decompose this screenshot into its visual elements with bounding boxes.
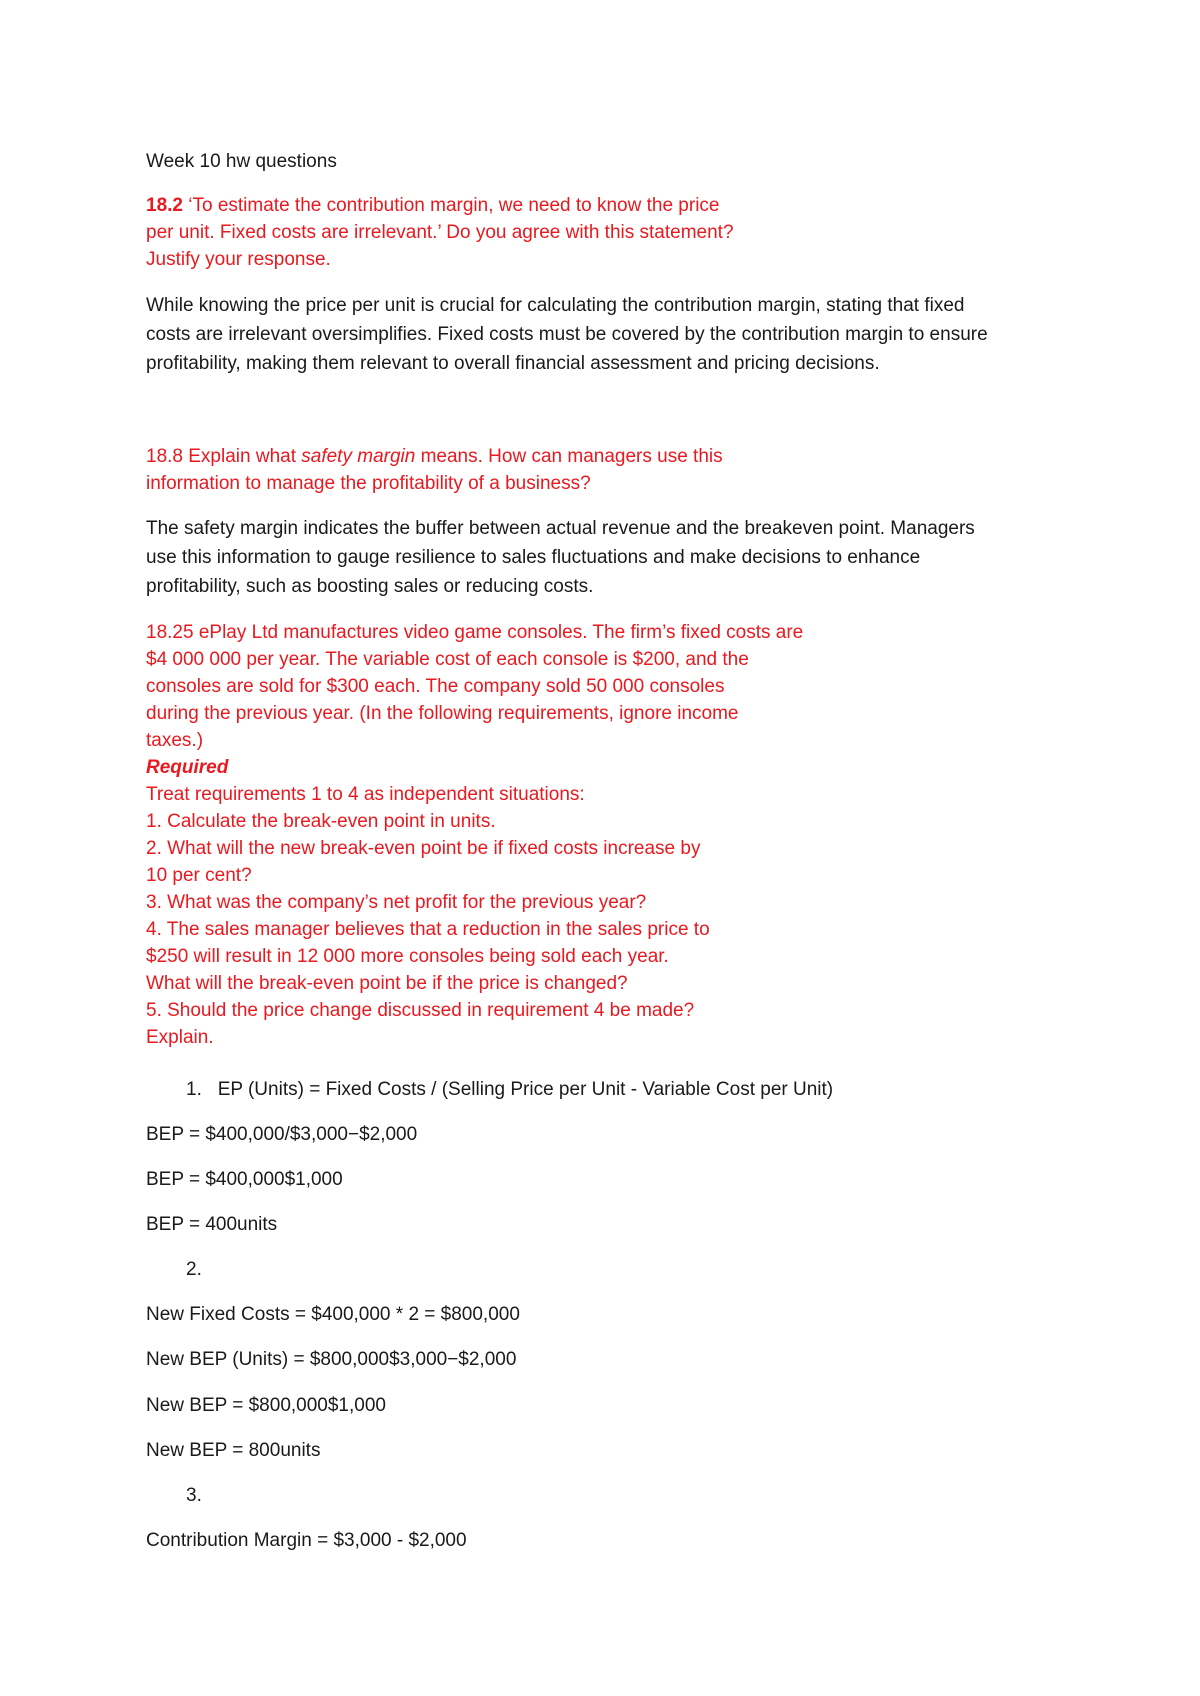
answer-item-3-marker: 3. — [186, 1485, 202, 1506]
new-bep-line-2: New BEP = $800,000$1,000 — [146, 1395, 386, 1416]
new-bep-line-3: New BEP = 800units — [146, 1440, 321, 1461]
question-number: 18.2 — [146, 195, 183, 216]
requirement-line: Explain. — [146, 1027, 214, 1048]
question-18-8-line-2: information to manage the profitability of a business? — [146, 473, 591, 494]
question-18-25-line-2: $4 000 000 per year. The variable cost of each console is $200, and the — [146, 649, 749, 670]
requirement-line: 1. Calculate the break-even point in units. — [146, 811, 496, 832]
requirement-line: 4. The sales manager believes that a reduction in the sales price to — [146, 919, 710, 940]
answer-item-2-marker: 2. — [186, 1259, 202, 1280]
required-label: Required — [146, 757, 229, 778]
answer-18-2-line-2: costs are irrelevant oversimplifies. Fixed costs must be covered by the contribution margin to ensure — [146, 324, 988, 345]
answer-18-8-line-2: use this information to gauge resilience to sales fluctuations and make decisions to enhance — [146, 547, 921, 568]
bep-line-2: BEP = $400,000$1,000 — [146, 1169, 343, 1190]
question-18-25-line-1: 18.25 ePlay Ltd manufactures video game consoles. The firm’s fixed costs are — [146, 622, 804, 643]
question-18-2-line-1 — [146, 192, 720, 219]
question-18-8-line-1 — [146, 443, 723, 470]
question-text: means. How can managers use this — [415, 446, 723, 467]
question-18-25-line-5: taxes.) — [146, 730, 204, 751]
requirement-line: What will the break-even point be if the price is changed? — [146, 973, 628, 994]
answer-18-2-line-3: profitability, making them relevant to overall financial assessment and pricing decisions. — [146, 353, 880, 374]
safety-margin-term: safety margin — [301, 446, 416, 467]
requirement-line: 2. What will the new break-even point be if fixed costs increase by — [146, 838, 701, 859]
requirement-line: $250 will result in 12 000 more consoles being sold each year. — [146, 946, 669, 967]
new-fixed-costs: New Fixed Costs = $400,000 * 2 = $800,000 — [146, 1304, 520, 1325]
requirement-line: 3. What was the company’s net profit for the previous year? — [146, 892, 647, 913]
question-18-2-line-2: per unit. Fixed costs are irrelevant.’ Do you agree with this statement? — [146, 222, 734, 243]
bep-line-3: BEP = 400units — [146, 1214, 278, 1235]
question-text: ‘To estimate the contribution margin, we need to know the price — [182, 195, 720, 216]
requirement-line: Treat requirements 1 to 4 as independent situations: — [146, 784, 585, 805]
question-18-25-line-3: consoles are sold for $300 each. The company sold 50 000 consoles — [146, 676, 725, 697]
answer-18-2-line-1: While knowing the price per unit is crucial for calculating the contribution margin, stating that fixed — [146, 295, 965, 316]
answer-18-8-line-1: The safety margin indicates the buffer between actual revenue and the breakeven point. Managers — [146, 518, 975, 539]
requirement-line: 5. Should the price change discussed in requirement 4 be made? — [146, 1000, 695, 1021]
formula-text: EP (Units) = Fixed Costs / (Selling Price per Unit - Variable Cost per Unit) — [217, 1079, 834, 1100]
question-18-25-line-4: during the previous year. (In the following requirements, ignore income — [146, 703, 739, 724]
bep-line-1: BEP = $400,000/$3,000−$2,000 — [146, 1124, 418, 1145]
question-text: 18.8 Explain what — [146, 446, 302, 467]
requirement-line: 10 per cent? — [146, 865, 252, 886]
list-marker: 1. — [186, 1079, 202, 1100]
new-bep-line-1: New BEP (Units) = $800,000$3,000−$2,000 — [146, 1349, 517, 1370]
answer-item-1 — [186, 1076, 833, 1103]
contribution-margin: Contribution Margin = $3,000 - $2,000 — [146, 1530, 467, 1551]
question-18-2-line-3: Justify your response. — [146, 249, 331, 270]
document-title: Week 10 hw questions — [146, 151, 337, 172]
answer-18-8-line-3: profitability, such as boosting sales or reducing costs. — [146, 576, 594, 597]
